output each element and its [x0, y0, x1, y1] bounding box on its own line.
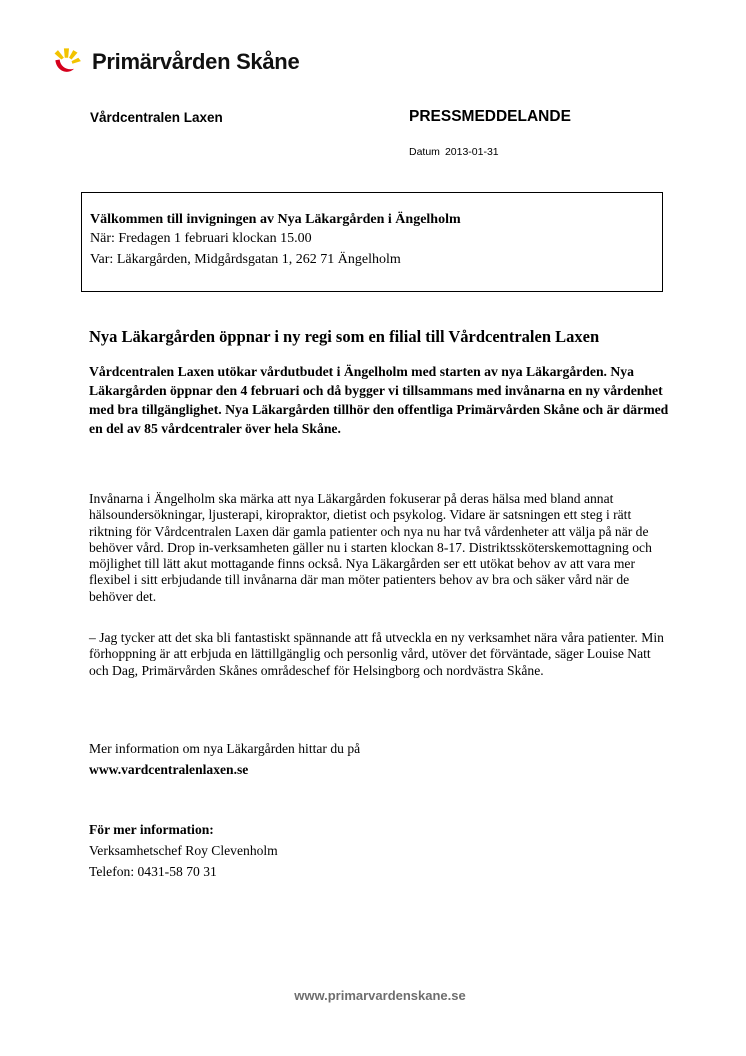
invitation-when: När: Fredagen 1 februari klockan 15.00 — [90, 231, 312, 246]
more-info-text: Mer information om nya Läkargården hittar du på — [89, 741, 361, 756]
invitation-box — [81, 192, 663, 292]
contact-label: För mer information: — [89, 822, 214, 837]
article-paragraph-2: – Jag tycker att det ska bli fantastiskt spännande att få utveckla en ny verksamhet nära våra patienter. Min förhoppning är att erbjuda en lättillgänglig och personlig vård, utöver det förväntade, säger Louise Natt och Dag, Primärvården Skånes områdeschef för Helsingborg och nordvästra Skåne. — [89, 630, 664, 678]
document-date — [409, 146, 499, 158]
article-paragraph-1: Invånarna i Ängelholm ska märka att nya Läkargården fokuserar på deras hälsa med bland annat hälsoundersökningar, ljusterapi, kiropraktor, dietist och psykolog. Vidare är satsningen ett steg i rätt riktning för Vårdcentralen Laxen där gamla patienter och nya nu har två vårdenheter att välja på när de behöver vård. Drop in-verksamheten gäller nu i starten klockan 8-17. Distriktssköterskemottagning och möjlighet till lätt akut mottagande finns också. Nya Läkargården ser ett utökat behov av att vara mer flexibel i sitt erbjudande till invånarna där man möter patienters behov av bra och säker vård när de behöver det. — [89, 491, 652, 604]
article-lead: Vårdcentralen Laxen utökar vårdutbudet i Ängelholm med starten av nya Läkargården. Nya Läkargården öppnar den 4 februari och då bygger vi tillsammans med invånarna en ny vårdenhet med bra tillgänglighet. Nya Läkargården tillhör den offentliga Primärvården Skåne och är därmed en del av 85 vårdcentraler över hela Skåne. — [89, 364, 669, 436]
footer-url[interactable]: www.primarvardenskane.se — [294, 988, 466, 1003]
logo-text: Primärvården Skåne — [92, 49, 300, 74]
date-value: 2013-01-31 — [444, 146, 499, 158]
date-label: Datum — [409, 146, 440, 158]
sender-name: Vårdcentralen Laxen — [90, 110, 223, 125]
invitation-where: Var: Läkargården, Midgårdsgatan 1, 262 71 Ängelholm — [90, 252, 401, 267]
contact-block — [89, 819, 669, 882]
contact-name: Verksamhetschef Roy Clevenholm — [89, 843, 278, 858]
article-headline: Nya Läkargården öppnar i ny regi som en filial till Vårdcentralen Laxen — [89, 327, 600, 346]
more-info-link[interactable]: www.vardcentralenlaxen.se — [89, 762, 249, 777]
document-type: PRESSMEDDELANDE — [409, 108, 571, 125]
logo — [52, 42, 299, 82]
more-info — [89, 738, 669, 780]
primarvarden-logo-icon — [52, 45, 86, 79]
footer — [0, 988, 746, 1003]
invitation-title: Välkommen till invigningen av Nya Läkargården i Ängelholm — [90, 212, 461, 227]
contact-phone: Telefon: 0431-58 70 31 — [89, 864, 217, 879]
